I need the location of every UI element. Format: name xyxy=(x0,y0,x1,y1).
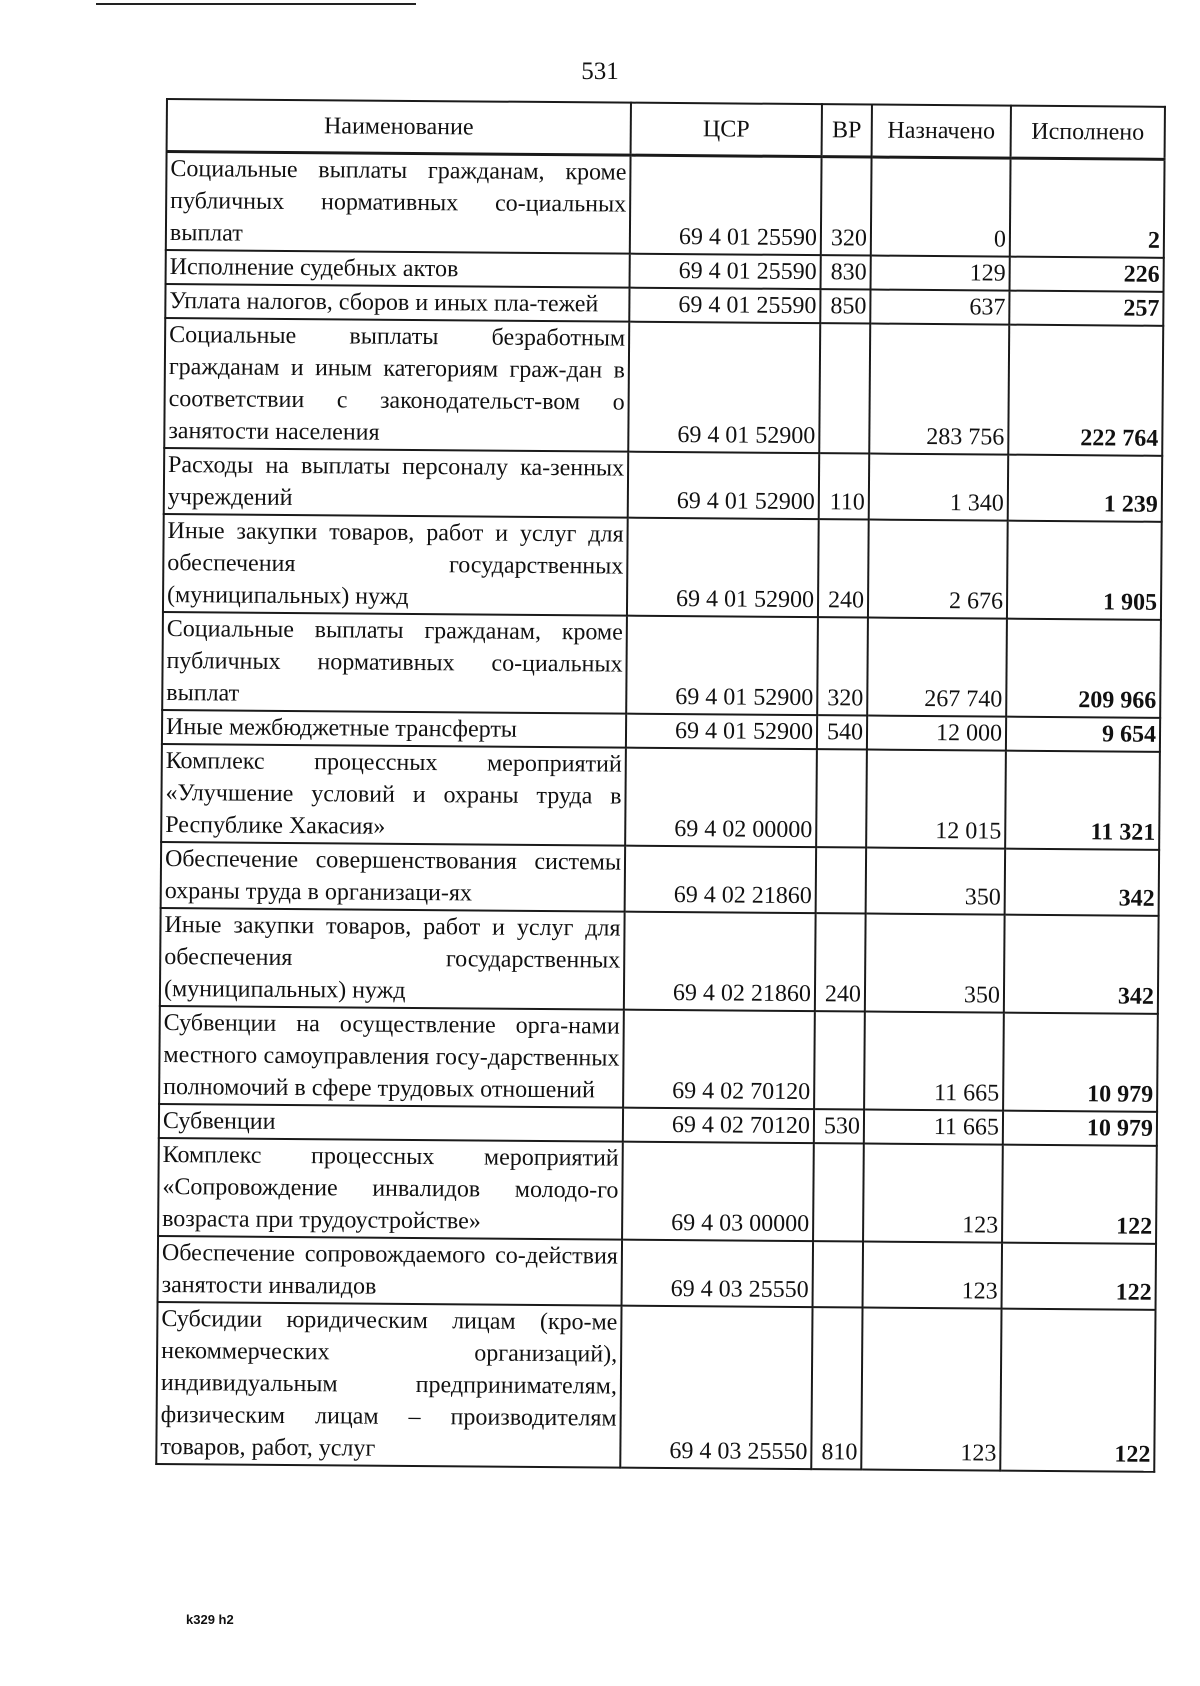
row-name: Социальные выплаты гражданам, кроме публичных нормативных со-циальных выплат xyxy=(162,612,627,714)
row-csr: 69 4 02 21860 xyxy=(625,846,817,913)
row-executed: 122 xyxy=(1002,1145,1157,1244)
row-csr: 69 4 01 52900 xyxy=(628,452,820,519)
row-executed: 222 764 xyxy=(1008,325,1163,456)
row-vr: 830 xyxy=(821,255,871,289)
row-csr: 69 4 02 70120 xyxy=(623,1108,814,1143)
row-assigned: 12 000 xyxy=(867,716,1006,751)
row-executed: 209 966 xyxy=(1006,619,1161,718)
row-name: Расходы на выплаты персоналу ка-зенных учреждений xyxy=(164,448,629,518)
table-row xyxy=(158,1138,1157,1244)
row-name: Комплекс процессных мероприятий «Сопровождение инвалидов молодо-го возраста при трудоустройстве» xyxy=(158,1138,623,1240)
row-assigned: 123 xyxy=(863,1144,1003,1243)
row-name: Исполнение судебных актов xyxy=(166,250,630,288)
row-csr: 69 4 03 25550 xyxy=(622,1240,814,1307)
header-vr: ВР xyxy=(822,104,872,157)
row-name: Комплекс процессных мероприятий «Улучшение условий и охраны труда в Республике Хакасия» xyxy=(161,744,626,846)
row-executed: 342 xyxy=(1004,915,1159,1014)
row-csr: 69 4 01 52900 xyxy=(628,322,820,453)
row-name: Иные межбюджетные трансферты xyxy=(162,710,626,748)
row-assigned: 1 340 xyxy=(869,454,1009,521)
row-csr: 69 4 02 00000 xyxy=(625,748,817,847)
row-assigned: 123 xyxy=(863,1242,1003,1309)
table-row xyxy=(161,744,1160,850)
row-name: Иные закупки товаров, работ и услуг для обеспечения государственных (муниципальных) нужд xyxy=(163,514,628,616)
row-executed: 2 xyxy=(1010,158,1165,258)
row-vr: 240 xyxy=(815,913,866,1011)
table-row xyxy=(166,152,1165,258)
header-csr: ЦСР xyxy=(631,103,822,157)
row-assigned: 2 676 xyxy=(868,520,1008,619)
row-assigned: 350 xyxy=(866,848,1006,915)
page-number: 531 xyxy=(581,58,619,85)
row-name: Иные закупки товаров, работ и услуг для обеспечения государственных (муниципальных) нужд xyxy=(160,908,625,1010)
row-name: Субвенции на осуществление орга-нами местного самоуправления госу-дарственных полномочий в сфере трудовых отношений xyxy=(159,1006,624,1108)
row-csr: 69 4 01 25590 xyxy=(630,155,822,255)
row-csr: 69 4 01 25590 xyxy=(629,288,820,323)
row-vr: 320 xyxy=(821,157,872,256)
table-row xyxy=(158,1236,1156,1310)
row-executed: 9 654 xyxy=(1006,717,1160,752)
row-csr: 69 4 02 70120 xyxy=(623,1010,815,1109)
row-assigned: 350 xyxy=(865,914,1005,1013)
row-assigned: 129 xyxy=(871,256,1010,291)
row-vr xyxy=(813,1241,864,1307)
row-executed: 10 979 xyxy=(1003,1111,1157,1146)
row-name: Социальные выплаты гражданам, кроме публичных нормативных со-циальных выплат xyxy=(166,152,631,254)
row-vr xyxy=(816,847,867,913)
table-header-row xyxy=(167,99,1165,159)
row-executed: 122 xyxy=(1000,1309,1155,1472)
row-assigned: 637 xyxy=(870,290,1009,325)
row-executed: 226 xyxy=(1010,257,1164,292)
header-executed: Исполнено xyxy=(1011,106,1165,160)
table-row xyxy=(163,514,1162,620)
row-vr: 810 xyxy=(811,1307,862,1469)
table-row xyxy=(161,842,1159,916)
header-name: Наименование xyxy=(167,99,631,155)
row-name: Уплата налогов, сборов и иных пла-тежей xyxy=(165,284,629,322)
table-row xyxy=(156,1302,1155,1472)
footer-code: k329 h2 xyxy=(186,1612,234,1627)
row-csr: 69 4 03 25550 xyxy=(620,1306,812,1469)
table-row xyxy=(164,318,1163,456)
row-name: Субсидии юридическим лицам (кро-ме некоммерческих организаций), индивидуальным предпринимателям, физическим лицам – производителям товаров, работ, услуг xyxy=(156,1302,621,1468)
row-executed: 122 xyxy=(1002,1243,1157,1310)
row-executed: 257 xyxy=(1009,291,1163,326)
row-executed: 342 xyxy=(1005,849,1160,916)
row-vr xyxy=(819,323,870,453)
row-vr: 240 xyxy=(818,519,869,617)
row-vr: 110 xyxy=(819,453,870,519)
row-assigned: 0 xyxy=(871,157,1011,257)
row-name: Социальные выплаты безработным гражданам и иным категориям граж-дан в соответствии с законодательст-вом о занятости населения xyxy=(164,318,629,452)
row-vr: 320 xyxy=(817,617,868,715)
row-assigned: 283 756 xyxy=(869,324,1009,455)
table-row xyxy=(159,1006,1158,1112)
table-row xyxy=(164,448,1162,522)
row-csr: 69 4 01 52900 xyxy=(626,616,818,715)
row-assigned: 267 740 xyxy=(867,618,1007,717)
scan-edge-line xyxy=(96,3,416,5)
header-assigned: Назначено xyxy=(872,105,1011,159)
row-csr: 69 4 03 00000 xyxy=(622,1142,814,1241)
row-assigned: 11 665 xyxy=(864,1012,1004,1111)
row-executed: 1 905 xyxy=(1007,521,1162,620)
row-name: Обеспечение совершенствования системы охраны труда в организаци-ях xyxy=(161,842,626,912)
row-executed: 10 979 xyxy=(1003,1013,1158,1112)
row-vr: 540 xyxy=(817,715,867,749)
row-assigned: 11 665 xyxy=(864,1110,1003,1145)
row-executed: 11 321 xyxy=(1005,751,1160,850)
row-csr: 69 4 01 52900 xyxy=(627,518,819,617)
row-assigned: 123 xyxy=(861,1308,1001,1471)
row-csr: 69 4 02 21860 xyxy=(624,912,816,1011)
row-vr xyxy=(813,1143,864,1241)
table-row xyxy=(162,612,1161,718)
row-vr xyxy=(814,1011,865,1109)
row-vr: 850 xyxy=(820,289,870,323)
row-assigned: 12 015 xyxy=(866,750,1006,849)
row-csr: 69 4 01 52900 xyxy=(626,714,817,749)
row-executed: 1 239 xyxy=(1008,455,1163,522)
row-vr xyxy=(816,749,867,847)
budget-table xyxy=(155,98,1166,1473)
row-csr: 69 4 01 25590 xyxy=(630,254,821,289)
row-name: Субвенции xyxy=(159,1104,623,1142)
row-vr: 530 xyxy=(814,1109,864,1143)
table-body xyxy=(156,152,1164,1472)
table-row xyxy=(160,908,1159,1014)
row-name: Обеспечение сопровождаемого со-действия занятости инвалидов xyxy=(158,1236,623,1306)
